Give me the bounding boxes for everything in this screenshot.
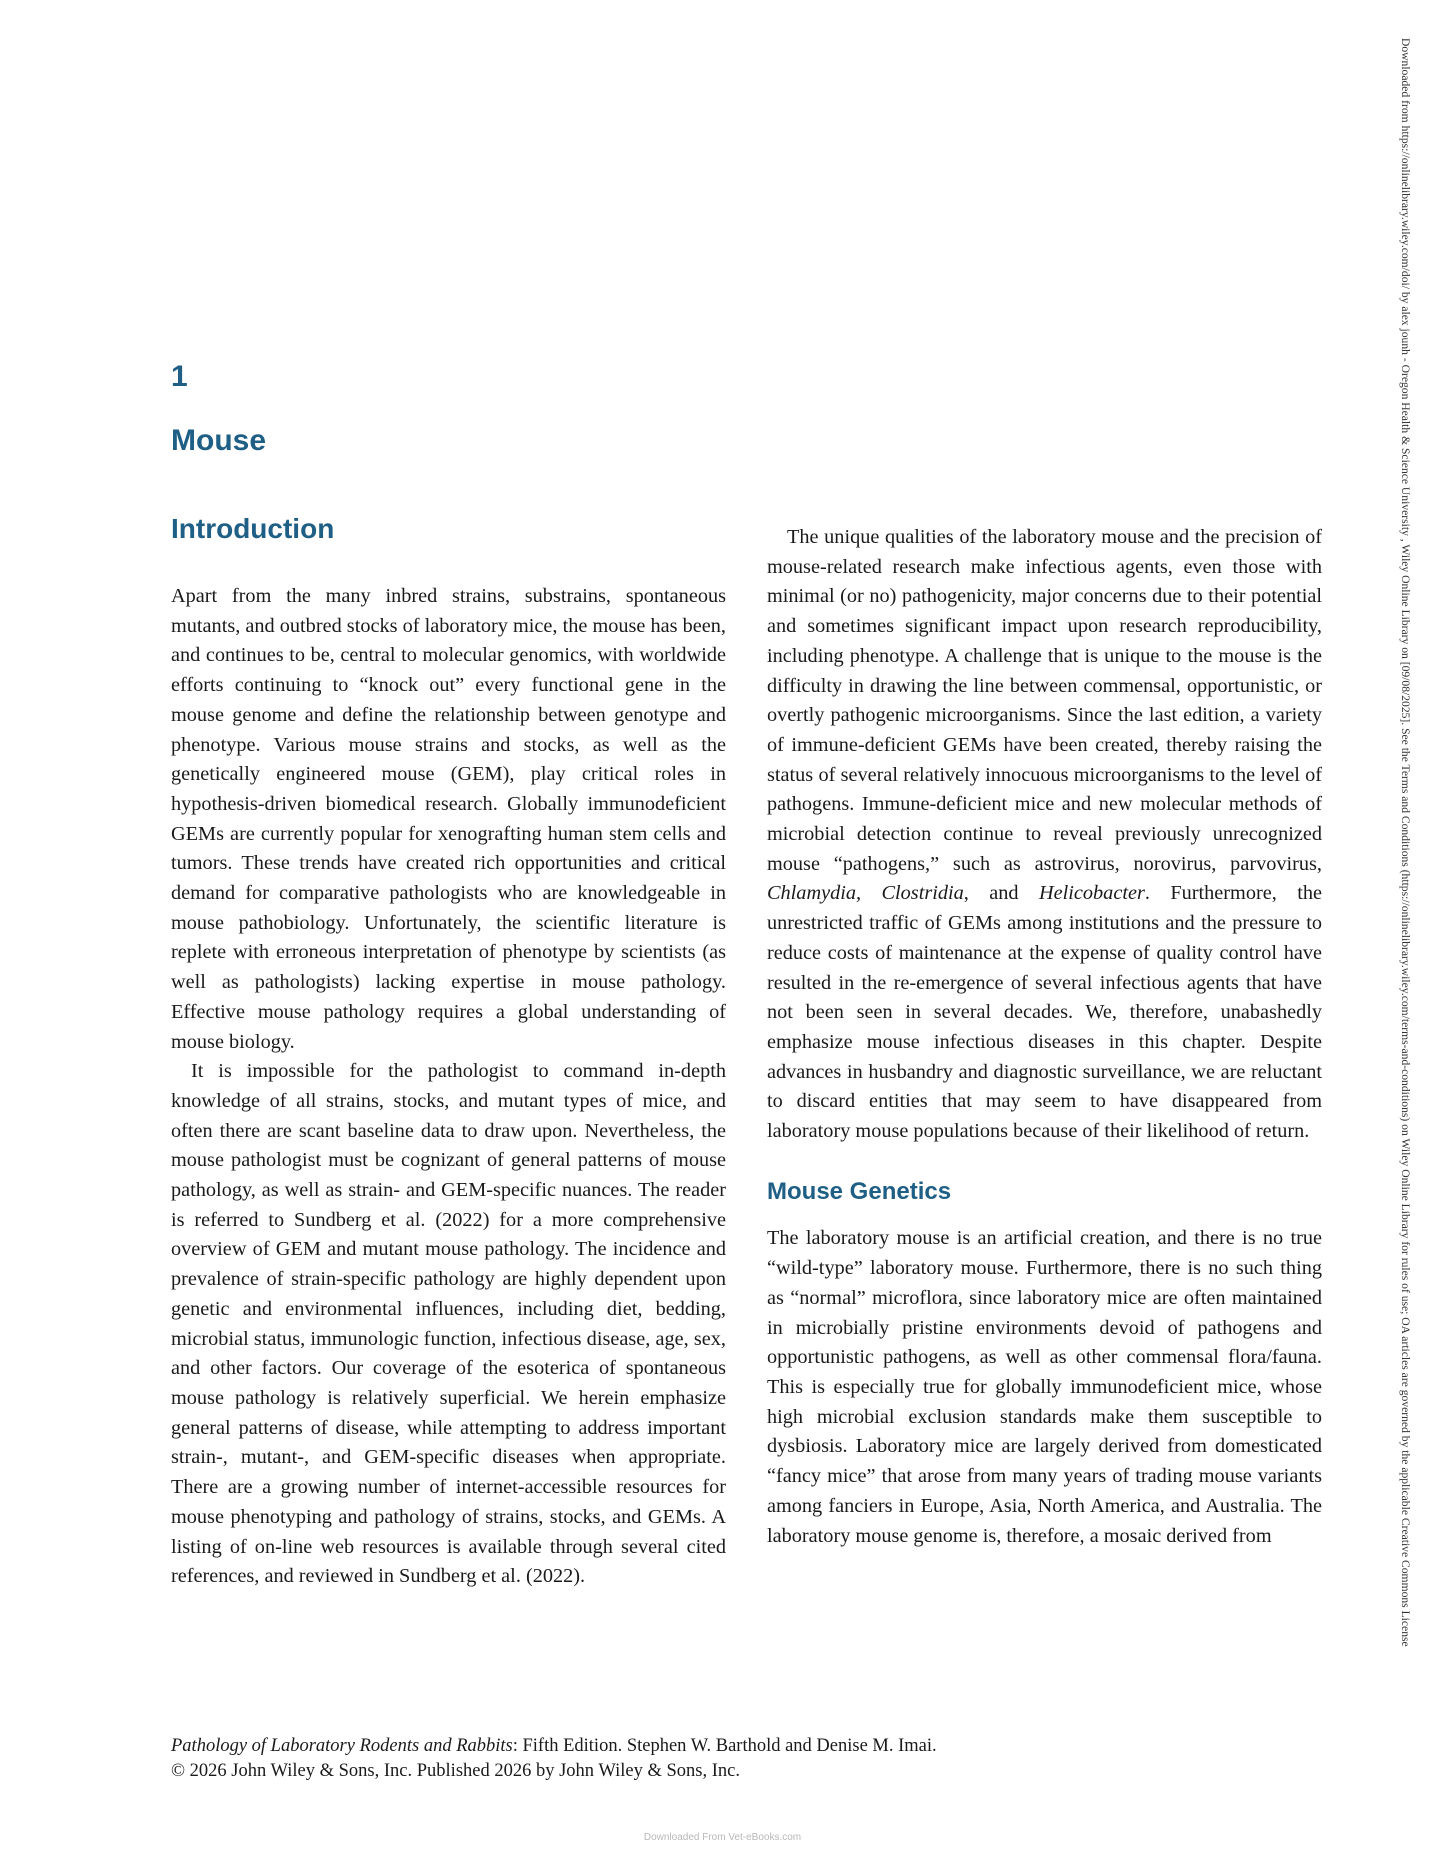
infectious-agents-paragraph — [767, 523, 1322, 1147]
introduction-body — [171, 582, 726, 1592]
italic-organisms-2: Helicobacter — [1038, 882, 1145, 905]
mouse-genetics-heading: Mouse Genetics — [767, 1177, 952, 1205]
right-column — [767, 523, 1322, 1551]
watermark: Downloaded From Vet-eBooks.com — [643, 1832, 802, 1843]
citation-footer — [171, 1734, 937, 1784]
paragraph-text-b: , and — [963, 882, 1039, 905]
paragraph-text-a: The unique qualities of the laboratory mouse and the precision of mouse-related research make infectious agents, even those with minimal (or no) pathogenicity, major concerns due to their potential and sometimes significant impact upon research reproducibility, including phenotype. A challenge that is unique to the mouse is the difficulty in drawing the line between commensal, opportunistic, or overtly pathogenic microorganisms. Since the last edition, a variety of immune-deficient GEMs have been created, thereby raising the status of several relatively innocuous microorganisms to the level of pathogens. Immune-deficient mice and new molecular methods of microbial detection continue to reveal previously unrecognized mouse “pathogens,” such as astrovirus, norovirus, parvovirus, — [767, 526, 1322, 875]
introduction-heading: Introduction — [171, 513, 335, 544]
mouse-genetics-paragraph: The laboratory mouse is an artificial creation, and there is no true “wild-type” laboratory mouse. Furthermore, there is no such thing as “normal” microflora, since laboratory mice are often maintained in microbially pristine environments devoid of pathogens and opportunistic pathogens, as well as other commensal flora/fauna. This is especially true for globally immunodeficient mice, whose high microbial exclusion standards make them susceptible to dysbiosis. Laboratory mice are largely derived from domesticated “fancy mice” that arose from many years of trading mouse variants among fanciers in Europe, Asia, North America, and Australia. The laboratory mouse genome is, therefore, a mosaic derived from — [767, 1227, 1322, 1547]
paragraph-text-c: . Furthermore, the unrestricted traffic of GEMs among institutions and the pressure to reduce costs of maintenance at the expense of quality control have resulted in the re-emergence of several infectious agents that have not been seen in several decades. We, therefore, unabashedly emphasize mouse infectious diseases in this chapter. Despite advances in husbandry and diagnostic surveillance, we are reluctant to discard entities that may seem to have disappeared from laboratory mouse populations because of their likelihood of return. — [767, 882, 1322, 1143]
intro-paragraph-2: It is impossible for the pathologist to command in-depth knowledge of all strains, stocks, and mutant types of mice, and often there are scant baseline data to draw upon. Nevertheless, the mouse pathologist must be cognizant of general patterns of mouse pathology, as well as strain- and GEM-specific nuances. The reader is referred to Sundberg et al. (2022) for a more comprehensive overview of GEM and mutant mouse pathology. The incidence and prevalence of strain-specific pathology are highly dependent upon genetic and environmental influences, including diet, bedding, microbial status, immunologic function, infectious disease, age, sex, and other factors. Our coverage of the esoterica of spontaneous mouse pathology is relatively superficial. We herein emphasize general patterns of disease, while attempting to address important strain-, mutant-, and GEM-specific diseases when appropriate. There are a growing number of internet-accessible resources for mouse phenotyping and pathology of strains, stocks, and GEMs. A listing of on-line web resources is available through several cited references, and reviewed in Sundberg et al. (2022). — [171, 1060, 726, 1588]
italic-organisms-1: Chlamydia, Clostridia — [767, 882, 964, 905]
intro-paragraph-1: Apart from the many inbred strains, substrains, spontaneous mutants, and outbred stocks of laboratory mice, the mouse has been, and continues to be, central to molecular genomics, with worldwide efforts continuing to “knock out” every functional gene in the mouse genome and define the relationship between genotype and phenotype. Various mouse strains and stocks, as well as the genetically engineered mouse (GEM), play critical roles in hypothesis-driven biomedical research. Globally immunodeficient GEMs are currently popular for xenografting human stem cells and tumors. These trends have created rich opportunities and critical demand for comparative pathologists who are knowledgeable in mouse pathobiology. Unfortunately, the scientific literature is replete with erroneous interpretation of phenotype by scientists (as well as pathologists) lacking expertise in mouse pathology. Effective mouse pathology requires a global understanding of mouse biology. — [171, 585, 726, 1053]
download-notice: Downloaded from https://onlinelibrary.wiley.com/doi/ by alex jounh - Oregon Health & Science University , Wiley Online Library on [09/08/2025]. See the Terms and Conditions (https://onlinelibrary.wiley.com/terms-and-conditions) on Wiley Online Library for rules of use; OA articles are governed by the applicable Creative Commons License — [1399, 38, 1412, 1647]
chapter-title: Mouse — [171, 424, 267, 457]
citation-line-1 — [171, 1734, 937, 1759]
book-edition-authors: : Fifth Edition. Stephen W. Barthold and Denise M. Imai. — [512, 1736, 937, 1756]
book-title: Pathology of Laboratory Rodents and Rabbits — [171, 1736, 513, 1756]
chapter-number: 1 — [171, 360, 188, 393]
copyright-line: © 2026 John Wiley & Sons, Inc. Published 2026 by John Wiley & Sons, Inc. — [171, 1761, 740, 1781]
